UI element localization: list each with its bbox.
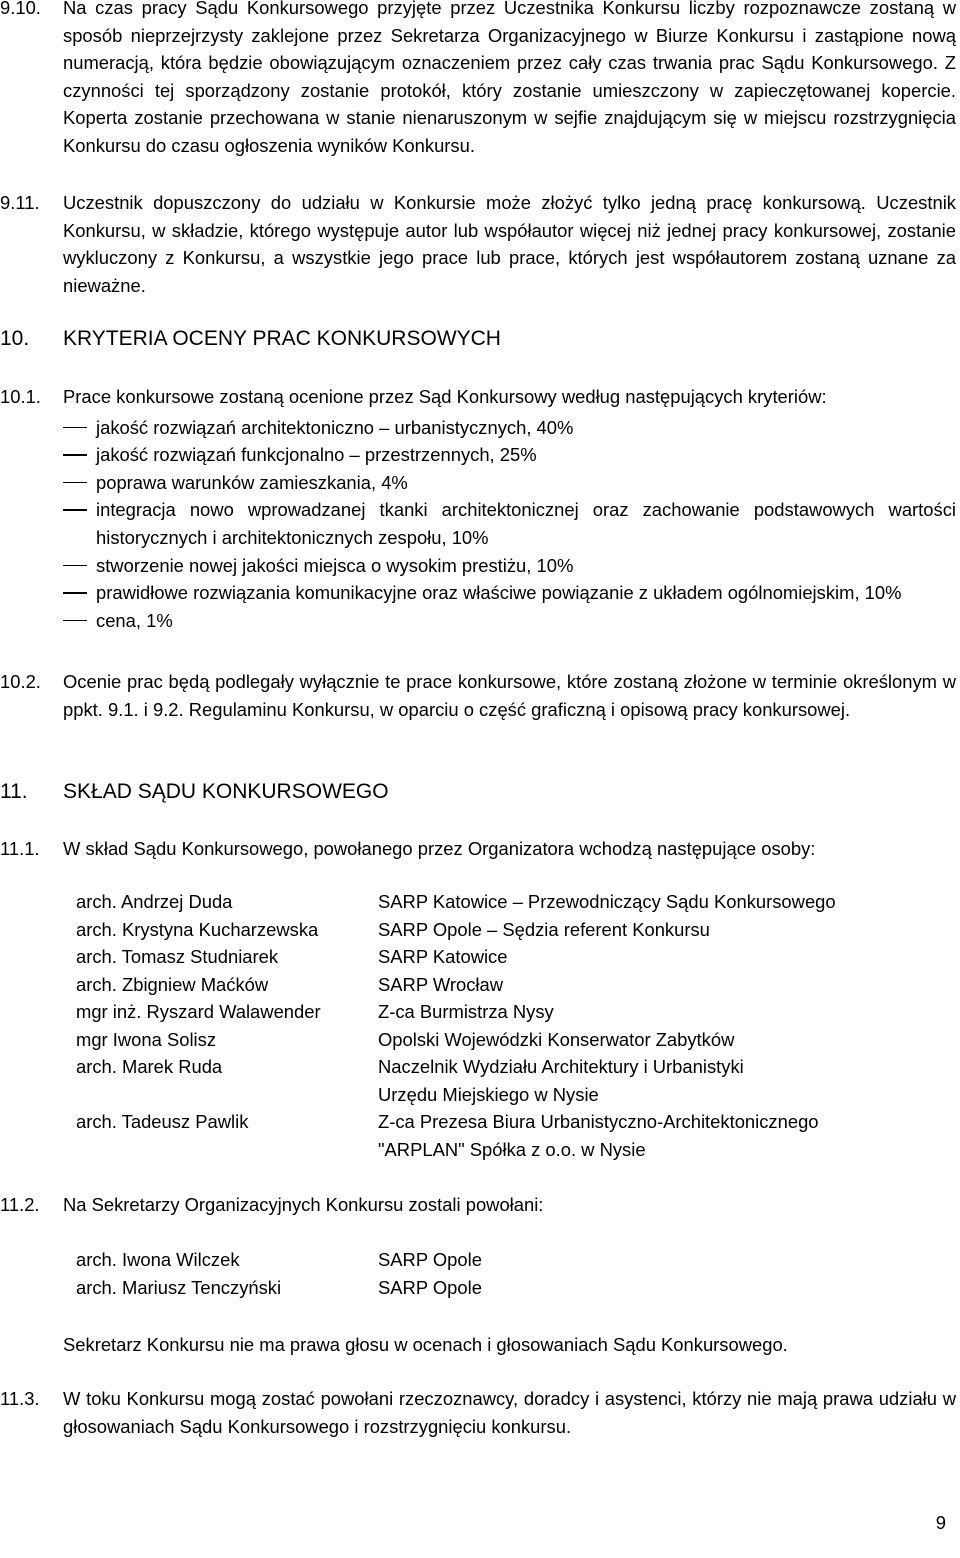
- member-name: arch. Tomasz Studniarek: [76, 946, 279, 967]
- secretary-name: arch. Iwona Wilczek: [76, 1249, 240, 1270]
- section-number: 9.10.: [0, 0, 41, 18]
- member-name: arch. Tadeusz Pawlik: [76, 1111, 249, 1132]
- table-row: [76, 1246, 482, 1274]
- dash-bullet: [63, 454, 87, 455]
- member-name: arch. Andrzej Duda: [76, 891, 233, 912]
- criteria-item: jakość rozwiązań architektoniczno – urbanistycznych, 40%: [63, 414, 956, 442]
- section-number: 11.2.: [0, 1194, 40, 1215]
- section-11-2: [0, 1191, 956, 1219]
- section-number: 11.3.: [0, 1388, 40, 1409]
- section-9-11: [0, 189, 956, 299]
- table-row: [76, 888, 836, 916]
- member-role: Naczelnik Wydziału Architektury i Urbanistyki Urzędu Miejskiego w Nysie: [378, 1056, 744, 1105]
- table-row: [76, 916, 836, 944]
- dash-bullet: [63, 565, 87, 566]
- paragraph-text: W toku Konkursu mogą zostać powołani rzeczoznawcy, doradcy i asystenci, którzy nie mają prawa udziału w głosowaniach Sądu Konkursowego i rozstrzygnięciu konkursu.: [63, 1388, 956, 1437]
- paragraph-text: Ocenie prac będą podlegały wyłącznie te prace konkursowe, które zostaną złożone w terminie określonym w ppkt. 9.1. i 9.2. Regulaminu Konkursu, w oparciu o część graficzną i opisową pracy konkursowej.: [63, 671, 956, 720]
- criteria-list: [63, 414, 956, 635]
- criteria-item: jakość rozwiązań funkcjonalno – przestrzennych, 25%: [63, 441, 956, 469]
- table-row: [76, 943, 836, 971]
- section-number: 10.2.: [0, 671, 41, 692]
- paragraph-text: Uczestnik dopuszczony do udziału w Konkursie może złożyć tylko jedną pracę konkursową. Uczestnik Konkursu, w składzie, którego występuje autor lub współautor więcej niż jednej pracy konkursowej, zostanie wykluczony z Konkursu, a wszystkie jego prace lub prace, których jest współautorem zostaną uznane za nieważne.: [63, 192, 956, 296]
- member-name: mgr Iwona Solisz: [76, 1028, 217, 1050]
- section-11-3: [0, 1385, 956, 1440]
- member-role: SARP Katowice – Przewodniczący Sądu Konkursowego: [378, 891, 836, 912]
- heading-title: KRYTERIA OCENY PRAC KONKURSOWYCH: [63, 327, 501, 350]
- member-role: Opolski Wojewódzki Konserwator Zabytków: [378, 1028, 735, 1050]
- section-number: 10.1.: [0, 386, 41, 407]
- criteria-item: stworzenie nowej jakości miejsca o wysokim prestiżu, 10%: [63, 552, 956, 580]
- member-name: arch. Krystyna Kucharzewska: [76, 918, 319, 940]
- paragraph-text: Prace konkursowe zostaną ocenione przez Sąd Konkursowy według następujących kryteriów:: [63, 386, 827, 407]
- section-10-2: [0, 668, 956, 723]
- member-role: SARP Katowice: [378, 946, 508, 967]
- member-role: SARP Wrocław: [378, 973, 504, 995]
- member-role: Z-ca Prezesa Biura Urbanistyczno-Architektonicznego "ARPLAN" Spółka z o.o. w Nysie: [378, 1111, 819, 1160]
- section-number: 11.1.: [0, 838, 40, 859]
- criteria-item: cena, 1%: [63, 607, 956, 635]
- member-name: arch. Zbigniew Maćków: [76, 973, 269, 995]
- section-10-1: [0, 383, 956, 634]
- section-11-1: [0, 835, 956, 863]
- heading-title: SKŁAD SĄDU KONKURSOWEGO: [63, 780, 389, 803]
- secretary-note: [0, 1331, 956, 1359]
- dash-bullet: [63, 620, 87, 621]
- heading-11: [0, 778, 956, 806]
- dash-bullet: [63, 482, 87, 483]
- heading-number: 10.: [0, 327, 30, 350]
- jury-table: [76, 888, 836, 1163]
- secretaries-table: [76, 1246, 482, 1301]
- table-row: [76, 1274, 482, 1302]
- criteria-item: prawidłowe rozwiązania komunikacyjne oraz właściwe powiązanie z układem ogólnomiejskim, 10%: [63, 579, 956, 607]
- table-row: [76, 971, 836, 999]
- section-9-10: [0, 0, 956, 160]
- heading-10: [0, 325, 956, 353]
- member-name: mgr inż. Ryszard Walawender: [76, 1001, 321, 1022]
- heading-number: 11.: [0, 780, 28, 803]
- dash-bullet: [63, 427, 87, 428]
- secretary-role: SARP Opole: [378, 1249, 482, 1270]
- table-row: [76, 998, 836, 1026]
- paragraph-text: Sekretarz Konkursu nie ma prawa głosu w ocenach i głosowaniach Sądu Konkursowego.: [63, 1334, 788, 1355]
- criteria-item: integracja nowo wprowadzanej tkanki architektonicznej oraz zachowanie podstawowych wartości historycznych i architektonicznych zespołu, 10%: [63, 496, 956, 551]
- member-role: Z-ca Burmistrza Nysy: [378, 1001, 554, 1022]
- table-row: [76, 1108, 836, 1163]
- page-number: 9: [935, 1512, 946, 1533]
- paragraph-text: Na czas pracy Sądu Konkursowego przyjęte przez Uczestnika Konkursu liczby rozpoznawcze zostaną w sposób nieprzejrzysty zaklejone przez Sekretarza Organizacyjnego w Biurze Konkursu i zastąpione nową numeracją, która będzie obowiązującym oznaczeniem przez cały czas trwania prac Sądu Konkursowego. Z czynności tej sporządzony zostanie protokół, który zostanie umieszczony w zapieczętowanej kopercie. Koperta zostanie przechowana w stanie nienaruszonym w sejfie znajdującym się w miejscu rozstrzygnięcia Konkursu do czasu ogłoszenia wyników Konkursu.: [63, 0, 956, 156]
- table-row: [76, 1026, 836, 1054]
- paragraph-text: W skład Sądu Konkursowego, powołanego przez Organizatora wchodzą następujące osoby:: [63, 838, 816, 859]
- criteria-item: poprawa warunków zamieszkania, 4%: [63, 469, 956, 497]
- section-number: 9.11.: [0, 192, 40, 213]
- dash-bullet: [63, 592, 87, 593]
- secretary-role: SARP Opole: [378, 1276, 482, 1298]
- secretary-name: arch. Mariusz Tenczyński: [76, 1276, 282, 1298]
- member-name: arch. Marek Ruda: [76, 1056, 223, 1077]
- member-role: SARP Opole – Sędzia referent Konkursu: [378, 918, 710, 940]
- dash-bullet: [63, 509, 87, 510]
- table-row: [76, 1053, 836, 1108]
- paragraph-text: Na Sekretarzy Organizacyjnych Konkursu zostali powołani:: [63, 1194, 544, 1215]
